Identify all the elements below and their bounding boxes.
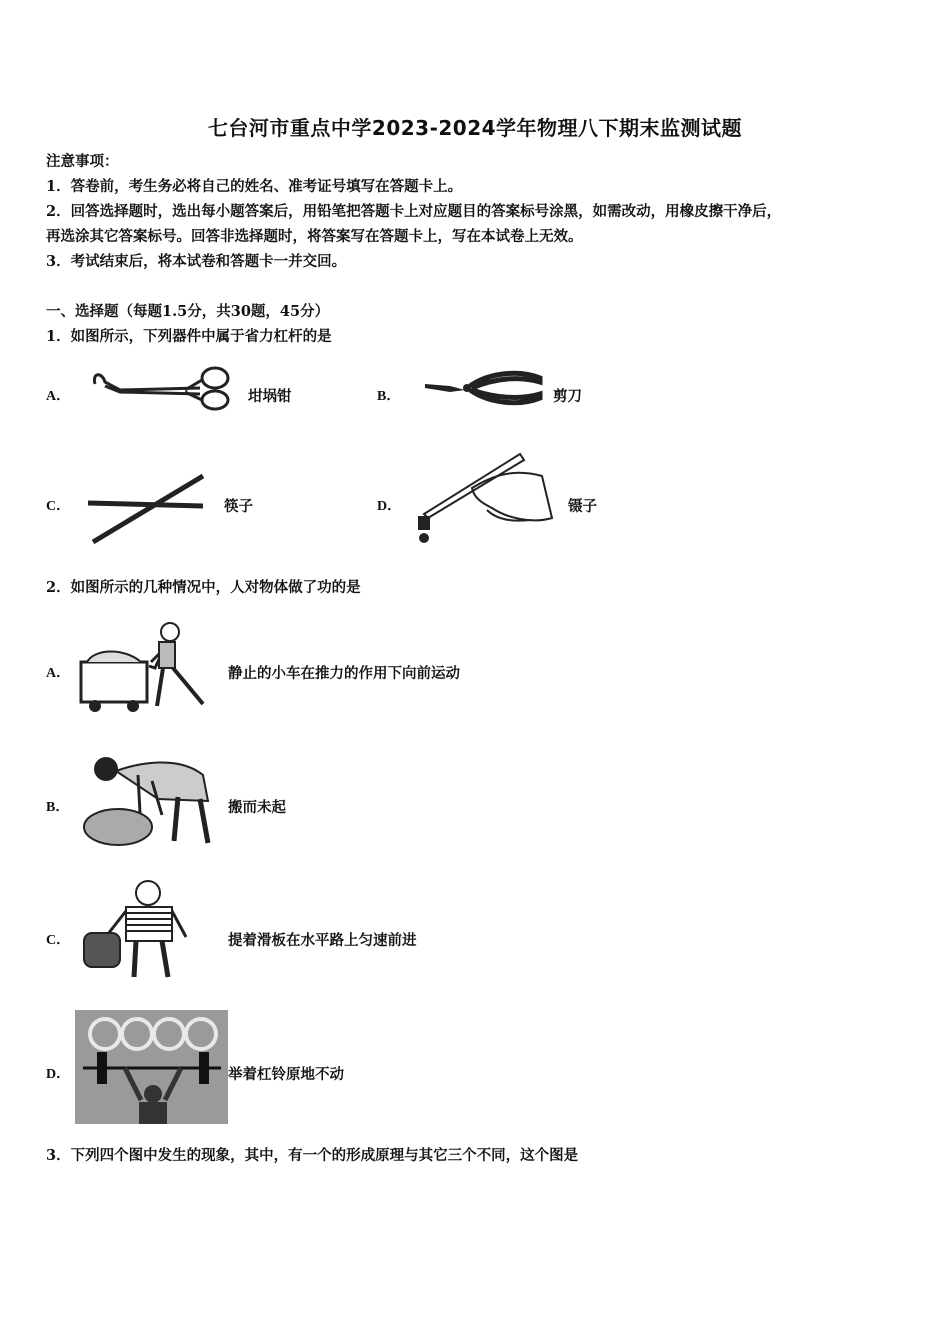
q1-option-a-text: 坩埚钳 [248, 388, 292, 405]
q1-option-a-letter: A． [46, 389, 71, 404]
notice-item-1: 1．答卷前，考生务必将自己的姓名、准考证号填写在答题卡上。 [46, 178, 463, 195]
q1-option-d-text: 镊子 [568, 498, 597, 515]
q2-option-a-text: 静止的小车在推力的作用下向前运动 [228, 665, 460, 682]
tweezers-figure [412, 448, 557, 548]
notice-item-3: 3．考试结束后，将本试卷和答题卡一并交回。 [46, 253, 347, 270]
q2-option-b-text: 搬而未起 [228, 799, 286, 816]
q1-option-c-letter: C． [46, 499, 71, 514]
q2-option-d-letter: D． [46, 1067, 71, 1082]
notice-item-2-cont: 再选涂其它答案标号。回答非选择题时，将答案写在答题卡上，写在本试卷上无效。 [46, 228, 583, 245]
scissors-pliers-figure [420, 368, 545, 408]
q1-option-b-text: 剪刀 [553, 388, 582, 405]
q2-option-d-text: 举着杠铃原地不动 [228, 1066, 344, 1083]
weightlifter-photo-figure [75, 1010, 228, 1124]
notice-item-2: 2．回答选择题时，选出每小题答案后，用铅笔把答题卡上对应题目的答案标号涂黑，如需改动，用橡皮擦干净后， [46, 203, 782, 220]
q2-option-b-letter: B． [46, 800, 70, 815]
person-pushing-cart-figure [75, 618, 220, 716]
person-lifting-rock-figure [78, 745, 223, 853]
page-title: 七台河市重点中学2023-2024学年物理八下期末监测试题 [207, 116, 743, 140]
q2-option-c-text: 提着滑板在水平路上匀速前进 [228, 932, 417, 949]
person-carrying-skateboard-figure [78, 877, 223, 985]
q2-option-c-letter: C． [46, 933, 71, 948]
q2-option-a-letter: A． [46, 666, 71, 681]
crucible-tongs-figure [90, 362, 235, 412]
q3-stem: 3．下列四个图中发生的现象，其中，有一个的形成原理与其它三个不同，这个图是 [46, 1147, 579, 1164]
q1-option-b-letter: B． [377, 389, 401, 404]
section-heading: 一、选择题（每题1.5分，共30题，45分） [46, 303, 330, 320]
chopsticks-figure [85, 470, 210, 548]
q1-stem: 1．如图所示，下列器件中属于省力杠杆的是 [46, 328, 332, 345]
q2-stem: 2．如图所示的几种情况中，人对物体做了功的是 [46, 579, 361, 596]
q1-option-d-letter: D． [377, 499, 402, 514]
q1-option-c-text: 筷子 [224, 498, 253, 515]
notice-heading: 注意事项： [46, 153, 119, 170]
